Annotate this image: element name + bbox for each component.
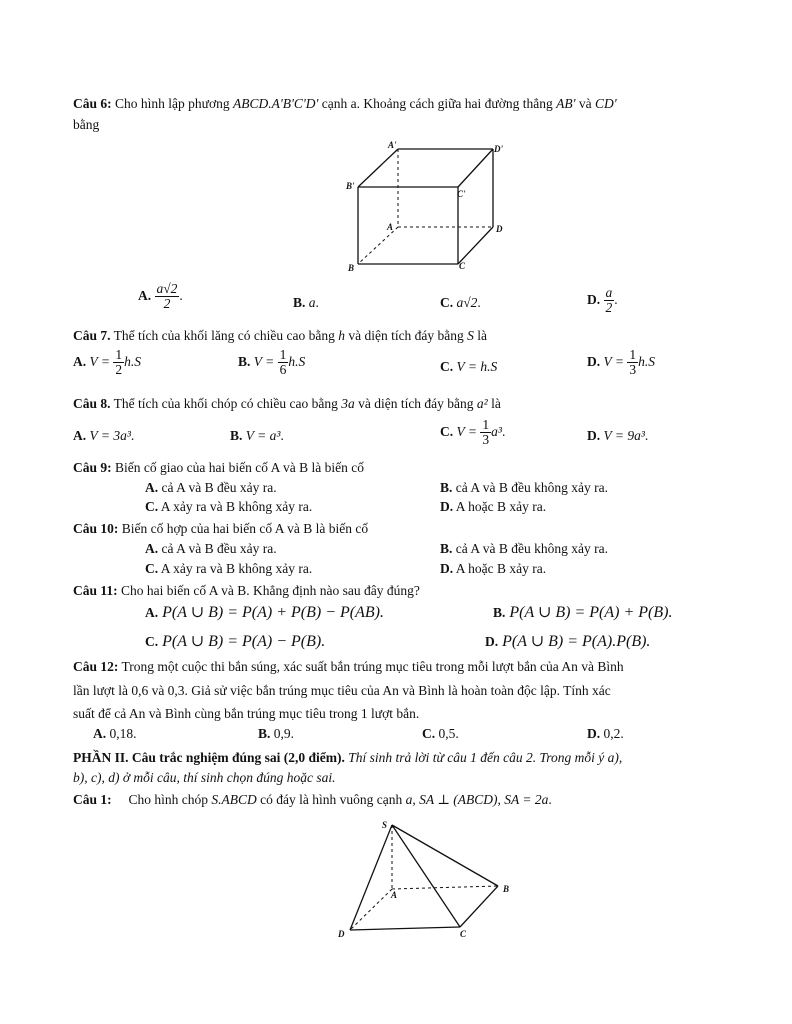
q8-text-b: và diện tích đáy bằng bbox=[358, 396, 474, 411]
q8-option-c-post: a³ bbox=[491, 423, 502, 439]
p2q1-cond2: SA = 2a bbox=[504, 792, 549, 807]
q6-option-a-num: a√2 bbox=[156, 281, 178, 296]
q7-option-a-num: 1 bbox=[115, 347, 123, 362]
q8-s: a² bbox=[476, 396, 488, 411]
part2-instr1: Thí sinh trả lời từ câu 1 đến câu 2. Trong mỗi ý a), bbox=[348, 750, 623, 765]
q7-option-c[interactable] bbox=[440, 359, 497, 375]
q7-option-c-val: V = h.S bbox=[456, 359, 498, 374]
q9-option-b[interactable] bbox=[440, 480, 608, 496]
q7-option-c-label: C. bbox=[440, 359, 454, 374]
q6-text-b: cạnh a. Khoảng cách giữa hai đường thẳng bbox=[321, 96, 553, 111]
q8-option-c[interactable]: C. V = $\frac{1}{3}$ a³. bbox=[440, 417, 506, 448]
q7-option-a[interactable] bbox=[73, 348, 141, 377]
q10-option-a-text: cả A và B đều xảy ra. bbox=[161, 541, 277, 556]
q6-option-a[interactable]: A. $\frac{a√2}{2}$ . bbox=[138, 281, 183, 312]
q7-option-b-num: 1 bbox=[279, 347, 287, 362]
part2-title: PHẦN II. Câu trắc nghiệm đúng sai (2,0 điểm). bbox=[73, 750, 345, 765]
q7-h: h bbox=[338, 328, 345, 343]
q11-line bbox=[73, 583, 420, 599]
q6-line1 bbox=[73, 96, 617, 112]
p2q1-line: Câu 1: Cho hình chóp S.ABCD có đáy là hình vuông cạnh a, SA ⊥ (ABCD), SA = 2a. bbox=[73, 792, 552, 807]
q7-line bbox=[73, 328, 487, 344]
q8-option-b-label: B. bbox=[230, 428, 243, 443]
q11-option-a-label: A. bbox=[145, 605, 159, 620]
q6-option-b-label: B. bbox=[293, 295, 306, 310]
q10-option-a[interactable] bbox=[145, 541, 277, 557]
label-b: B bbox=[348, 263, 355, 273]
label-a: A bbox=[391, 890, 398, 900]
edge-b1a1 bbox=[358, 149, 398, 187]
pyramid-figure bbox=[330, 815, 530, 945]
edge-dc bbox=[350, 927, 460, 930]
q10-option-d[interactable] bbox=[440, 561, 546, 577]
q11-option-a-text: P(A ∪ B) = P(A) + P(B) − P(AB). bbox=[162, 604, 384, 621]
q9-option-a[interactable] bbox=[145, 480, 277, 496]
q11-option-d-label: D. bbox=[485, 634, 499, 649]
q12-option-d-text: 0,2. bbox=[603, 726, 624, 741]
q6-cube: ABCD.A'B'C'D' bbox=[232, 96, 319, 111]
q8-option-d[interactable]: D. V = 9a³. bbox=[587, 428, 649, 443]
q9-option-d-label: D. bbox=[440, 499, 454, 514]
p2q1-label: Câu 1: bbox=[73, 792, 112, 807]
edge-sd bbox=[350, 825, 392, 930]
label-c: C bbox=[460, 929, 467, 939]
label-s: S bbox=[382, 820, 388, 830]
q12-label: Câu 12: bbox=[73, 659, 119, 674]
q11-label: Câu 11: bbox=[73, 583, 118, 598]
q7-label: Câu 7. bbox=[73, 328, 111, 343]
q9-line bbox=[73, 460, 364, 476]
label-a1: A' bbox=[388, 140, 397, 150]
q12-option-b-text: 0,9. bbox=[273, 726, 295, 741]
q12-option-b-label: B. bbox=[258, 726, 271, 741]
q7-option-a-den: 2 bbox=[115, 362, 123, 378]
q7-s: S bbox=[467, 328, 474, 343]
q7-option-b-pre: V = bbox=[253, 353, 275, 369]
q7-option-a-post: h.S bbox=[124, 353, 141, 369]
label-c1: C' bbox=[457, 189, 466, 199]
q9-option-b-label: B. bbox=[440, 480, 453, 495]
p2q1-text-b: có đáy là hình vuông cạnh bbox=[260, 792, 403, 807]
q7-option-b[interactable] bbox=[238, 348, 305, 377]
q8-line bbox=[73, 396, 501, 412]
q11-option-a[interactable] bbox=[145, 602, 384, 622]
q10-option-b-label: B. bbox=[440, 541, 453, 556]
q8-label: Câu 8. bbox=[73, 396, 111, 411]
q11-option-c[interactable] bbox=[145, 631, 325, 651]
q11-option-b-label: B. bbox=[493, 605, 506, 620]
q7-option-d-post: h.S bbox=[638, 353, 655, 369]
q8-option-d-label: D. bbox=[587, 428, 601, 443]
q8-h: 3a bbox=[341, 396, 355, 411]
cube-figure bbox=[340, 140, 510, 275]
q7-text-b: và diện tích đáy bằng bbox=[348, 328, 464, 343]
p2q1-text-a: Cho hình chóp bbox=[128, 792, 209, 807]
q8-option-c-den: 3 bbox=[482, 432, 490, 448]
q10-option-c-label: C. bbox=[145, 561, 159, 576]
p2q1-a: a bbox=[405, 792, 413, 807]
q9-text: Biến cố giao của hai biến cố A và B là biến cố bbox=[115, 460, 364, 475]
q9-option-c-text: A xảy ra và B không xảy ra. bbox=[160, 499, 313, 514]
p2q1-cond1: SA ⊥ (ABCD) bbox=[419, 792, 498, 807]
edge-ab-hidden bbox=[392, 886, 498, 889]
q10-option-a-label: A. bbox=[145, 541, 159, 556]
q9-option-d-text: A hoặc B xảy ra. bbox=[455, 499, 547, 514]
q11-text: Cho hai biến cố A và B. Khẳng định nào sau đây đúng? bbox=[121, 583, 420, 598]
q7-option-a-pre: V = bbox=[89, 353, 110, 369]
q8-text-c: là bbox=[491, 396, 501, 411]
q8-option-c-num: 1 bbox=[482, 417, 490, 432]
q7-option-d-pre: V = bbox=[603, 353, 624, 369]
q6-option-b-val: a bbox=[308, 295, 316, 310]
q6-option-c-val: a√2 bbox=[456, 295, 478, 310]
q10-option-c[interactable] bbox=[145, 561, 312, 577]
q11-option-d-text: P(A ∪ B) = P(A).P(B). bbox=[502, 633, 651, 650]
label-d: D bbox=[496, 224, 503, 234]
q9-label: Câu 9: bbox=[73, 460, 112, 475]
q12-option-c-label: C. bbox=[422, 726, 436, 741]
edge-sb bbox=[392, 825, 498, 886]
q10-line bbox=[73, 521, 368, 537]
q11-option-c-text: P(A ∪ B) = P(A) − P(B). bbox=[162, 633, 326, 650]
q11-option-d[interactable] bbox=[485, 631, 650, 651]
q6-text-d: bằng bbox=[73, 117, 100, 132]
label-b: B bbox=[503, 884, 510, 894]
q12-option-d-label: D. bbox=[587, 726, 601, 741]
q6-option-d-num: a bbox=[605, 285, 613, 300]
q7-text-c: là bbox=[477, 328, 488, 343]
label-c: C bbox=[459, 261, 466, 271]
q12-line1 bbox=[73, 659, 624, 675]
q11-option-b[interactable] bbox=[493, 602, 672, 622]
q10-option-b[interactable] bbox=[440, 541, 608, 557]
q12-text-1: Trong một cuộc thi bắn súng, xác suất bắn trúng mục tiêu trong mỗi lượt bắn của An và Bình bbox=[121, 659, 624, 674]
q9-option-a-label: A. bbox=[145, 480, 159, 495]
q8-option-b-val: V = a³ bbox=[245, 428, 281, 443]
q7-option-b-den: 6 bbox=[279, 362, 287, 378]
q9-option-b-text: cả A và B đều không xảy ra. bbox=[455, 480, 608, 495]
edge-sc bbox=[392, 825, 460, 927]
q6-option-d[interactable]: D. $\frac{a}{2}$ . bbox=[587, 285, 618, 316]
q10-option-d-text: A hoặc B xảy ra. bbox=[455, 561, 547, 576]
q10-text: Biến cố hợp của hai biến cố A và B là biến cố bbox=[121, 521, 369, 536]
q12-text-2: lần lượt là 0,6 và 0,3. Giả sử việc bắn trúng mục tiêu của An và Bình là hoàn toàn độc lập. Tính xác bbox=[73, 683, 611, 698]
q8-option-b[interactable]: B. V = a³. bbox=[230, 428, 284, 443]
q6-option-c[interactable]: C. a√2. bbox=[440, 295, 481, 310]
q7-option-b-post: h.S bbox=[288, 353, 306, 369]
q8-option-c-label: C. bbox=[440, 423, 454, 439]
q6-option-a-den: 2 bbox=[163, 296, 171, 312]
q10-label: Câu 10: bbox=[73, 521, 119, 536]
q10-option-c-text: A xảy ra và B không xảy ra. bbox=[160, 561, 313, 576]
q12-option-a-label: A. bbox=[93, 726, 107, 741]
edge-ad-hidden bbox=[350, 889, 392, 930]
q8-option-c-pre: V = bbox=[456, 423, 477, 439]
q7-option-d[interactable] bbox=[587, 348, 655, 377]
q6-option-d-label: D. bbox=[587, 291, 601, 307]
label-b1: B' bbox=[346, 181, 355, 191]
q12-option-a-text: 0,18. bbox=[109, 726, 137, 741]
q9-option-c[interactable] bbox=[145, 499, 312, 515]
q9-option-a-text: cả A và B đều xảy ra. bbox=[161, 480, 277, 495]
part2-heading bbox=[73, 750, 622, 766]
p2q1-pyramid: S.ABCD bbox=[211, 792, 257, 807]
q6-line-ab1: AB' bbox=[556, 96, 576, 111]
q12-option-a[interactable] bbox=[93, 726, 137, 742]
q7-option-d-label: D. bbox=[587, 353, 601, 369]
part2-instr2: b), c), d) ở mỗi câu, thí sinh chọn đúng hoặc sai. bbox=[73, 770, 336, 785]
edge-dc bbox=[458, 227, 493, 264]
q6-option-c-label: C. bbox=[440, 295, 454, 310]
q7-option-b-label: B. bbox=[238, 353, 251, 369]
q12-option-c-text: 0,5. bbox=[438, 726, 459, 741]
q12-text-3: suất để cả An và Bình cùng bắn trúng mục tiêu trong 1 lượt bắn. bbox=[73, 706, 420, 721]
q8-option-a[interactable]: A. V = 3a³. bbox=[73, 428, 135, 443]
q6-line-cd1: CD' bbox=[595, 96, 617, 111]
q8-option-a-label: A. bbox=[73, 428, 87, 443]
q12-option-d[interactable] bbox=[587, 726, 624, 742]
q8-option-d-val: V = 9a³ bbox=[603, 428, 645, 443]
q6-text-a: Cho hình lập phương bbox=[115, 96, 230, 111]
edge-d1c1 bbox=[458, 149, 493, 187]
q8-option-a-val: V = 3a³ bbox=[89, 428, 131, 443]
label-d1: D' bbox=[494, 144, 503, 154]
q7-option-a-label: A. bbox=[73, 353, 87, 369]
q11-option-c-label: C. bbox=[145, 634, 159, 649]
q10-option-d-label: D. bbox=[440, 561, 454, 576]
q12-option-b[interactable] bbox=[258, 726, 294, 742]
q6-option-a-label: A. bbox=[138, 287, 152, 303]
q12-option-c[interactable] bbox=[422, 726, 459, 742]
edge-ab-hidden bbox=[358, 227, 398, 264]
q11-option-b-text: P(A ∪ B) = P(A) + P(B). bbox=[509, 604, 673, 621]
q8-text-a: Thể tích của khối chóp có chiều cao bằng bbox=[113, 396, 338, 411]
q6-text-c: và bbox=[578, 96, 592, 111]
label-d: D bbox=[338, 929, 345, 939]
q9-option-c-label: C. bbox=[145, 499, 159, 514]
q6-label: Câu 6: bbox=[73, 96, 112, 111]
q9-option-d[interactable] bbox=[440, 499, 546, 515]
q6-option-d-den: 2 bbox=[605, 300, 613, 316]
q7-text-a: Thể tích của khối lăng có chiều cao bằng bbox=[113, 328, 335, 343]
label-a: A bbox=[387, 222, 394, 232]
q7-option-d-den: 3 bbox=[629, 362, 637, 378]
edge-cb bbox=[460, 886, 498, 927]
q10-option-b-text: cả A và B đều không xảy ra. bbox=[455, 541, 608, 556]
q7-option-d-num: 1 bbox=[629, 347, 637, 362]
q6-option-b[interactable]: B. a. bbox=[293, 295, 319, 310]
